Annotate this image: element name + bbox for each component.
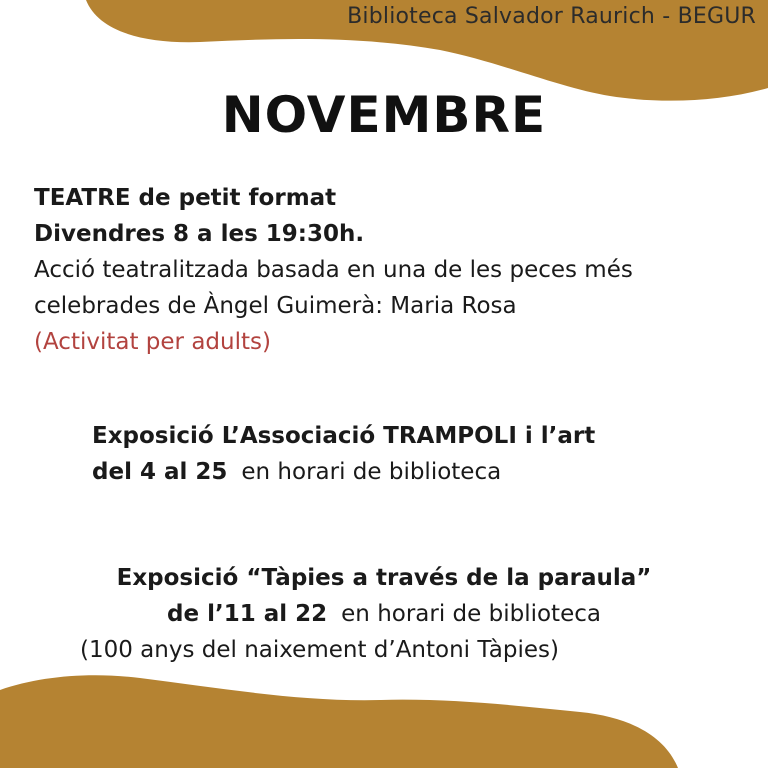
trampoli-exhibition xyxy=(92,418,752,490)
tapies-schedule: en horari de biblioteca xyxy=(341,601,601,627)
trampoli-schedule: en horari de biblioteca xyxy=(241,459,502,485)
tapies-exhibition xyxy=(0,560,768,668)
trampoli-dates: del 4 al 25 xyxy=(92,459,228,485)
theatre-description-line2: celebrades de Àngel Guimerà: Maria Rosa xyxy=(34,293,517,319)
trampoli-when xyxy=(92,454,752,490)
bottom-wave-path xyxy=(0,675,678,768)
tapies-title: Exposició “Tàpies a través de la paraula” xyxy=(116,565,652,591)
tapies-note: (100 anys del naixement d’Antoni Tàpies) xyxy=(80,637,559,663)
tapies-dates: de l’11 al 22 xyxy=(167,601,328,627)
library-name: Biblioteca Salvador Raurich - BEGUR xyxy=(347,4,756,29)
theatre-title: TEATRE de petit format xyxy=(34,185,337,211)
trampoli-title: Exposició L’Associació TRAMPOLI i l’art xyxy=(92,423,596,449)
theatre-event xyxy=(34,180,754,360)
tapies-when xyxy=(0,596,768,632)
theatre-description-line1: Acció teatralitzada basada en una de les peces més xyxy=(34,257,633,283)
month-title: NOVEMBRE xyxy=(221,86,547,144)
theatre-date: Divendres 8 a les 19:30h. xyxy=(34,221,365,247)
theatre-audience: (Activitat per adults) xyxy=(34,329,271,355)
